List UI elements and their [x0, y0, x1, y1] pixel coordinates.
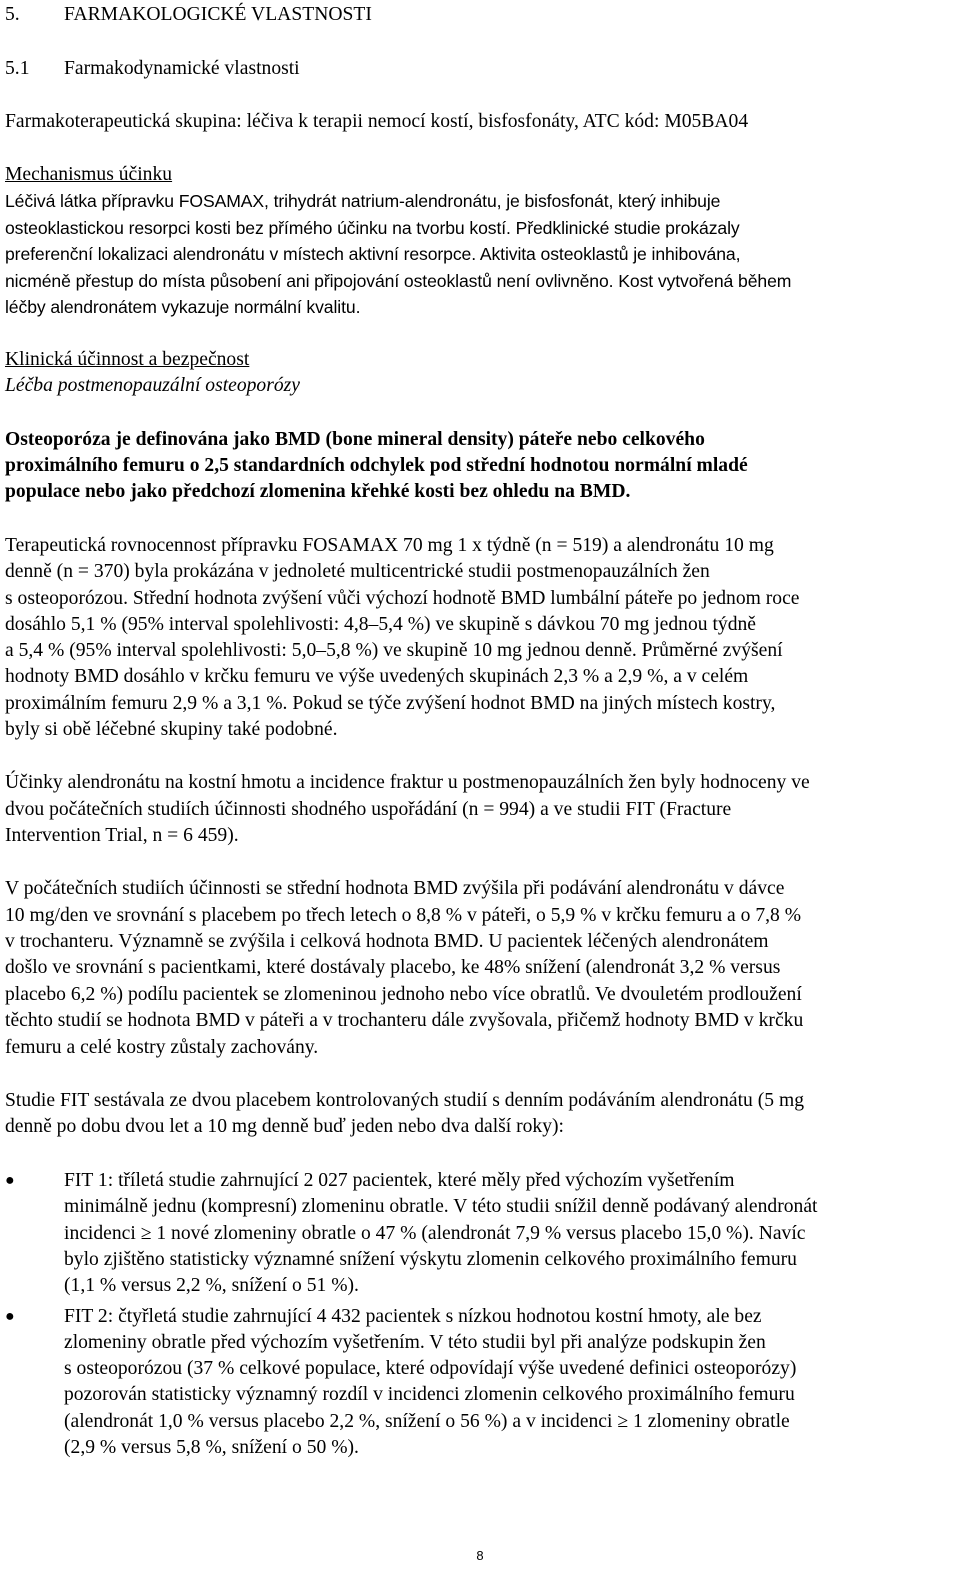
paragraph-line: došlo ve srovnání s pacientkami, které dostávaly placebo, ke 48% snížení (alendronát 3,2 % versus [5, 957, 781, 978]
paragraph-line: byly si obě léčebné skupiny také podobné. [5, 719, 338, 740]
paragraph-line: hodnoty BMD dosáhlo v krčku femuru ve výše uvedených skupinách 2,3 % a 2,9 %, a v celém [5, 666, 749, 687]
list-item-line: s osteoporózou (37 % celkové populace, které odpovídají výše uvedené definici osteoporózy) [64, 1358, 797, 1379]
list-item-line: (2,9 % versus 5,8 %, snížení o 50 %). [64, 1437, 359, 1458]
bullet-icon: ● [5, 1308, 15, 1325]
mechanism-line: Léčivá látka přípravku FOSAMAX, trihydrát natrium-alendronátu, je bisfosfonát, který inhibuje [5, 191, 721, 211]
paragraph-line: s osteoporózou. Střední hodnota zvýšení vůči výchozí hodnotě BMD lumbální páteře po jednom roce [5, 588, 800, 609]
paragraph-line: Terapeutická rovnocennost přípravku FOSAMAX 70 mg 1 x týdně (n = 519) a alendronátu 10 mg [5, 535, 774, 556]
section-5-1-heading [5, 56, 300, 82]
list-item-line: FIT 2: čtyřletá studie zahrnující 4 432 pacientek s nízkou hodnotou kostní hmoty, ale bez [64, 1306, 762, 1327]
list-item-line: (alendronát 1,0 % versus placebo 2,2 %, snížení o 56 %) a v incidenci ≥ 1 zlomeniny obratle [64, 1411, 790, 1432]
definition-line: populace nebo jako předchozí zlomenina křehké kosti bez ohledu na BMD. [5, 481, 631, 502]
paragraph-line: femuru a celé kostry zůstaly zachovány. [5, 1037, 319, 1058]
paragraph-line: těchto studií se hodnota BMD v páteři a v trochanteru dále zvyšovala, přičemž hodnoty BMD v krčku [5, 1010, 804, 1031]
list-item-line: bylo zjištěno statisticky významné snížení výskytu zlomenin celkového proximálního femuru [64, 1249, 797, 1270]
list-item-line: incidenci ≥ 1 nové zlomeniny obratle o 47 % (alendronát 7,9 % versus placebo 15,0 %). Navíc [64, 1223, 806, 1244]
paragraph-line: Intervention Trial, n = 6 459). [5, 825, 239, 846]
definition-line: Osteoporóza je definována jako BMD (bone mineral density) páteře nebo celkového [5, 429, 705, 450]
section-5-heading [5, 2, 372, 28]
section-number: 5. [5, 4, 20, 25]
paragraph-line: dvou počátečních studiích účinnosti shodného uspořádání (n = 994) a ve studii FIT (Fracture [5, 799, 732, 820]
paragraph-line: Účinky alendronátu na kostní hmotu a incidence fraktur u postmenopauzálních žen byly hodnoceny ve [5, 772, 810, 793]
section-title: FARMAKOLOGICKÉ VLASTNOSTI [64, 4, 372, 25]
list-item-line: pozorován statisticky významný rozdíl v incidenci zlomenin celkového proximálního femuru [64, 1384, 795, 1405]
page-number: 8 [476, 1548, 484, 1563]
pharmacotherapeutic-group: Farmakoterapeutická skupina: léčiva k terapii nemocí kostí, bisfosfonáty, ATC kód: M05BA04 [5, 111, 749, 132]
mechanism-line: osteoklastickou resorpci kosti bez přímého účinku na tvorbu kostí. Předklinické studie prokázaly [5, 218, 740, 238]
paragraph-line: v trochanteru. Významně se zvýšila i celková hodnota BMD. U pacientek léčených alendronátem [5, 931, 769, 952]
mechanism-line: preferenční lokalizaci alendronátu v místech aktivní resorpce. Aktivita osteoklastů je inhibována, [5, 244, 741, 264]
section-title: Farmakodynamické vlastnosti [64, 58, 300, 79]
mechanism-line: nicméně přestup do místa působení ani připojování osteoklastů není ovlivněno. Kost vytvořená během [5, 271, 792, 291]
paragraph-line: V počátečních studiích účinnosti se střední hodnota BMD zvýšila při podávání alendronátu v dávce [5, 878, 785, 899]
paragraph-line: dosáhlo 5,1 % (95% interval spolehlivosti: 4,8–5,4 %) ve skupině s dávkou 70 mg jednou týdně [5, 614, 756, 635]
paragraph-line: a 5,4 % (95% interval spolehlivosti: 5,0–5,8 %) ve skupině 10 mg jednou denně. Průměrné zvýšení [5, 640, 783, 661]
bullet-icon: ● [5, 1172, 15, 1189]
list-item-line: minimálně jednu (kompresní) zlomeninu obratle. V této studii snížil denně podávaný alendronát [64, 1196, 818, 1217]
section-number: 5.1 [5, 58, 30, 79]
paragraph-line: 10 mg/den ve srovnání s placebem po třech letech o 8,8 % v páteři, o 5,9 % v krčku femuru a o 7,8 % [5, 905, 802, 926]
mechanism-line: léčby alendronátem vykazuje normální kvalitu. [5, 297, 361, 317]
definition-line: proximálního femuru o 2,5 standardních odchylek pod střední hodnotou normální mladé [5, 455, 748, 476]
mechanism-heading: Mechanismus účinku [5, 164, 173, 185]
efficacy-heading: Klinická účinnost a bezpečnost [5, 349, 250, 370]
list-item-line: FIT 1: tříletá studie zahrnující 2 027 pacientek, které měly před výchozím vyšetřením [64, 1170, 735, 1191]
list-item-line: zlomeniny obratle před výchozím vyšetřením. V této studii byl při analýze podskupin žen [64, 1332, 766, 1353]
paragraph-line: denně po dobu dvou let a 10 mg denně buď jeden nebo dva další roky): [5, 1116, 564, 1137]
paragraph-line: Studie FIT sestávala ze dvou placebem kontrolovaných studií s denním podáváním alendronátu (5 mg [5, 1090, 804, 1111]
paragraph-line: proximálním femuru 2,9 % a 3,1 %. Pokud se týče zvýšení hodnot BMD na jiných místech kostry, [5, 693, 776, 714]
paragraph-line: denně (n = 370) byla prokázána v jednoleté multicentrické studii postmenopauzálních žen [5, 561, 710, 582]
treatment-heading: Léčba postmenopauzální osteoporózy [5, 375, 300, 396]
list-item-line: (1,1 % versus 2,2 %, snížení o 51 %). [64, 1275, 359, 1296]
paragraph-line: placebo 6,2 %) podílu pacientek se zlomeninou jednoho nebo více obratlů. Ve dvouletém prodloužení [5, 984, 802, 1005]
